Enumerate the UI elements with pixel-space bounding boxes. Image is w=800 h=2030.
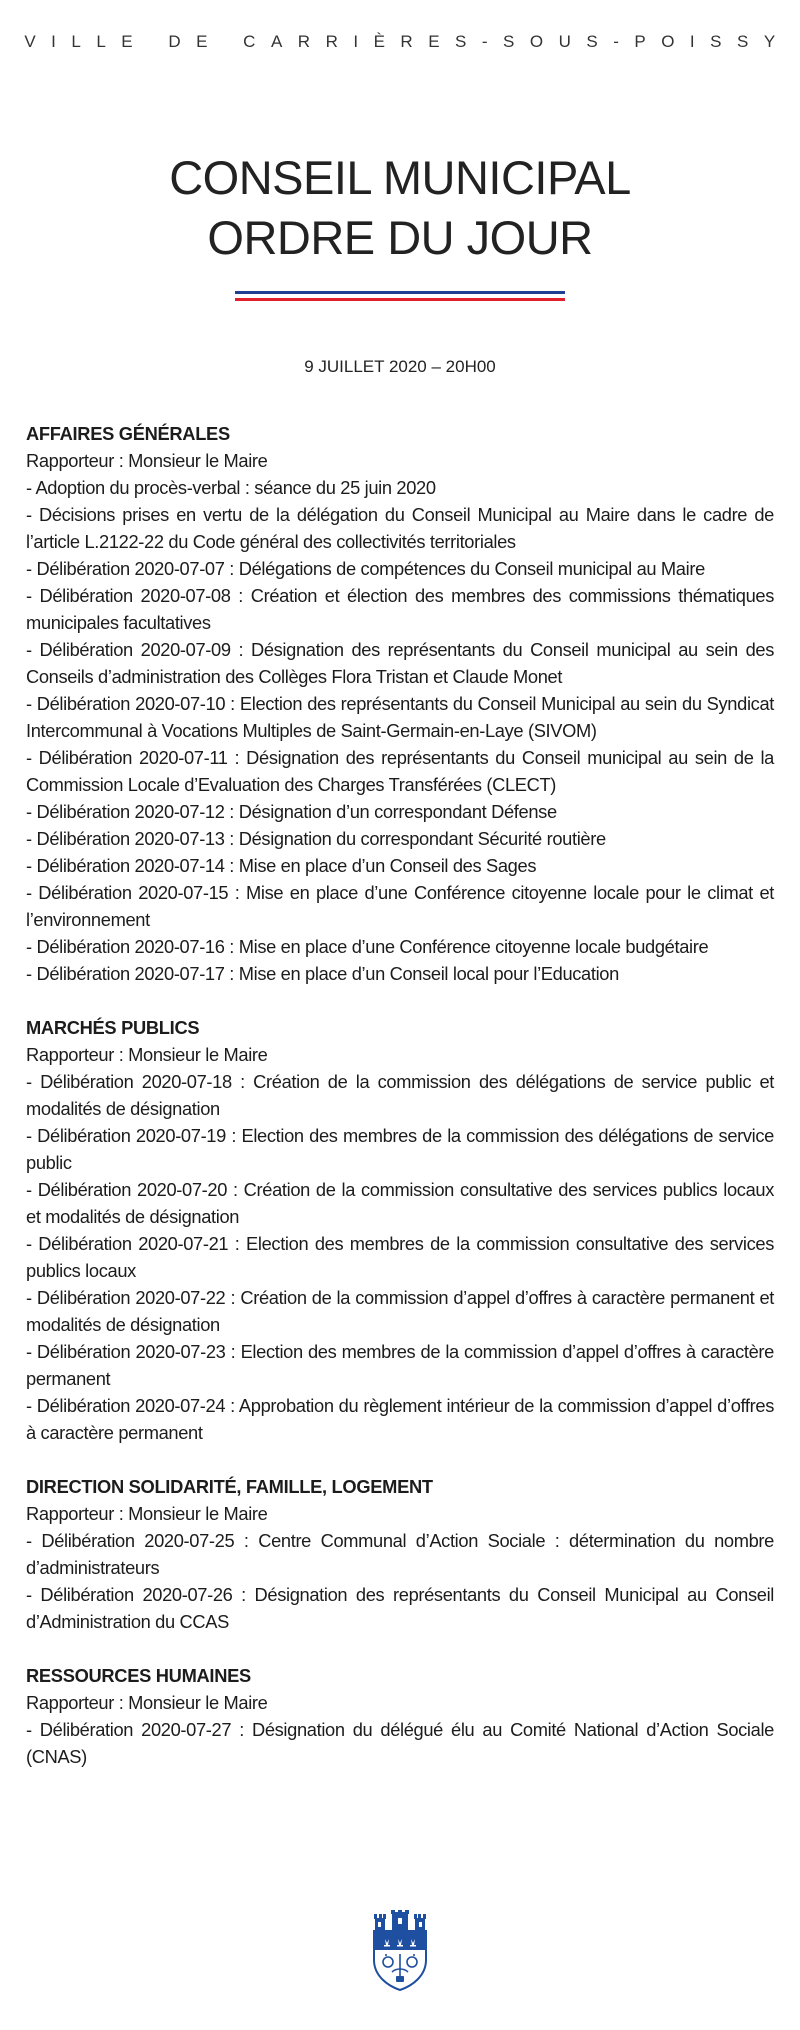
agenda-item: - Délibération 2020-07-13 : Désignation du correspondant Sécurité routière [26,828,606,849]
section-marches-publics [26,1014,774,1446]
town-name: VILLE DE CARRIÈRES-SOUS-POISSY [24,32,791,51]
agenda-item: - Délibération 2020-07-20 : Création de la commission consultative des services publics locaux et modalités de désignation [26,1179,774,1227]
agenda-item: - Délibération 2020-07-17 : Mise en place d’un Conseil local pour l’Education [26,963,619,984]
agenda-item: - Délibération 2020-07-09 : Désignation des représentants du Conseil municipal au sein des Conseils d’administration des Collèges Flora Tristan et Claude Monet [26,639,774,687]
agenda-item: - Délibération 2020-07-19 : Election des membres de la commission des délégations de service public [26,1125,774,1173]
section-rapporteur: Rapporteur : Monsieur le Maire [26,1692,268,1713]
page-title [0,148,800,268]
agenda-item: - Délibération 2020-07-14 : Mise en place d’un Conseil des Sages [26,855,537,876]
agenda-item: - Délibération 2020-07-07 : Délégations de compétences du Conseil municipal au Maire [26,558,705,579]
section-title: AFFAIRES GÉNÉRALES [26,423,230,444]
agenda-item: - Délibération 2020-07-11 : Désignation des représentants du Conseil municipal au sein de la Commission Locale d’Evaluation des Charges Transférées (CLECT) [26,747,774,795]
agenda-item: - Délibération 2020-07-27 : Désignation du délégué élu au Comité National d’Action Sociale (CNAS) [26,1719,774,1767]
agenda-item: - Délibération 2020-07-21 : Election des membres de la commission consultative des services publics locaux [26,1233,774,1281]
section-rapporteur: Rapporteur : Monsieur le Maire [26,450,268,471]
agenda-item: - Délibération 2020-07-16 : Mise en place d’une Conférence citoyenne locale budgétaire [26,936,709,957]
section-rapporteur: Rapporteur : Monsieur le Maire [26,1044,268,1065]
agenda-item: - Décisions prises en vertu de la délégation du Conseil Municipal au Maire dans le cadre de l’article L.2122-22 du Code général des collectivités territoriales [26,504,774,552]
agenda-item: - Délibération 2020-07-25 : Centre Communal d’Action Sociale : détermination du nombre d’administrateurs [26,1530,774,1578]
agenda-item: - Délibération 2020-07-08 : Création et élection des membres des commissions thématiques municipales facultatives [26,585,774,633]
agenda-item: - Délibération 2020-07-12 : Désignation d’un correspondant Défense [26,801,557,822]
section-ressources-humaines [26,1662,774,1770]
section-title: MARCHÉS PUBLICS [26,1017,200,1038]
section-title: DIRECTION SOLIDARITÉ, FAMILLE, LOGEMENT [26,1476,433,1497]
tricolor-divider [235,291,565,301]
meeting-date: 9 JUILLET 2020 – 20H00 [304,357,496,376]
agenda-item: - Délibération 2020-07-24 : Approbation du règlement intérieur de la commission d’appel d’offres à caractère permanent [26,1395,774,1443]
page-title-line-2: ORDRE DU JOUR [207,211,593,264]
page-title-line-1: CONSEIL MUNICIPAL [169,151,631,204]
section-affaires-generales [26,420,774,987]
agenda-item: - Délibération 2020-07-10 : Election des représentants du Conseil Municipal au sein du Syndicat Intercommunal à Vocations Multiples de Saint-Germain-en-Laye (SIVOM) [26,693,774,741]
section-rapporteur: Rapporteur : Monsieur le Maire [26,1503,268,1524]
agenda-item: - Délibération 2020-07-23 : Election des membres de la commission d’appel d’offres à caractère permanent [26,1341,774,1389]
agenda-item: - Délibération 2020-07-18 : Création de la commission des délégations de service public et modalités de désignation [26,1071,774,1119]
town-crest-icon [372,1910,428,1992]
agenda [26,420,774,1797]
agenda-item: - Adoption du procès-verbal : séance du 25 juin 2020 [26,477,436,498]
agenda-item: - Délibération 2020-07-15 : Mise en place d’une Conférence citoyenne locale pour le climat et l’environnement [26,882,774,930]
section-title: RESSOURCES HUMAINES [26,1665,251,1686]
section-solidarite-famille-logement [26,1473,774,1635]
agenda-item: - Délibération 2020-07-22 : Création de la commission d’appel d’offres à caractère permanent et modalités de désignation [26,1287,774,1335]
tricolor-divider-red [235,298,565,301]
agenda-item: - Délibération 2020-07-26 : Désignation des représentants du Conseil Municipal au Conseil d’Administration du CCAS [26,1584,774,1632]
